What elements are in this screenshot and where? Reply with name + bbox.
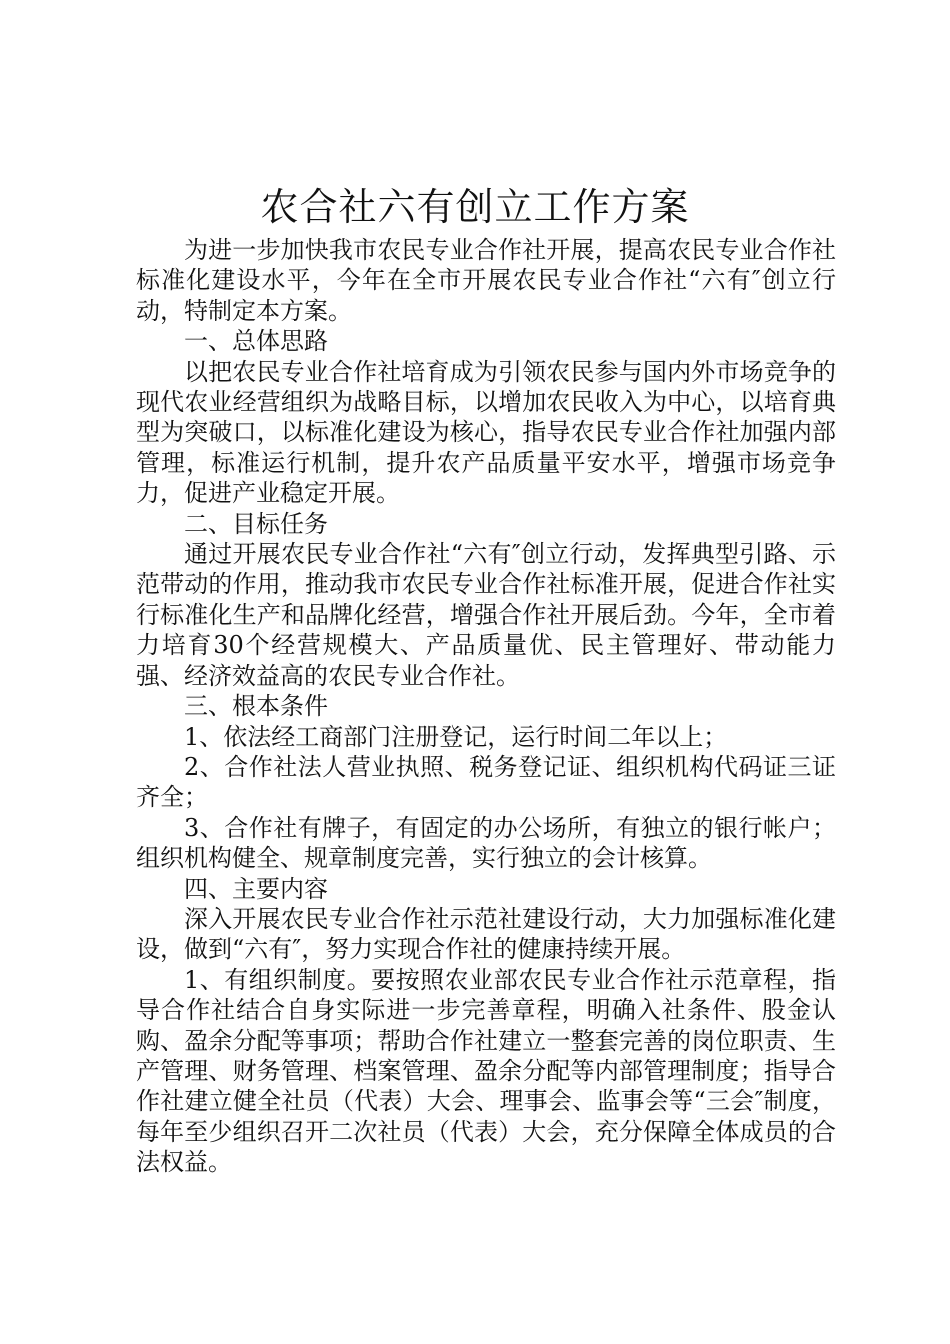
condition-item: 3、合作社有牌子，有固定的办公场所，有独立的银行帐户；组织机构健全、规章制度完善，实行独立的会计核算。 bbox=[136, 813, 836, 873]
document-body bbox=[136, 235, 836, 1178]
section-heading-overall-approach: 一、总体思路 bbox=[184, 327, 328, 356]
condition-item: 1、依法经工商部门注册登记，运行时间二年以上； bbox=[184, 722, 728, 751]
section-heading-basic-conditions: 三、根本条件 bbox=[184, 692, 328, 721]
intro-paragraph: 为进一步加快我市农民专业合作社开展，提高农民专业合作社标准化建设水平，今年在全市开展农民专业合作社“六有″创立行动，特制定本方案。 bbox=[136, 236, 836, 325]
section-paragraph: 深入开展农民专业合作社示范社建设行动，大力加强标准化建设，做到“六有″，努力实现合作社的健康持续开展。 bbox=[136, 904, 836, 964]
section-paragraph: 以把农民专业合作社培育成为引领农民参与国内外市场竞争的现代农业经营组织为战略目标，以增加农民收入为中心，以培育典型为突破口，以标准化建设为核心，指导农民专业合作社加强内部管理，标准运行机制，提升农产品质量平安水平，增强市场竞争力，促进产业稳定开展。 bbox=[136, 357, 836, 508]
document-title: 农合社六有创立工作方案 bbox=[260, 185, 690, 229]
condition-item: 2、合作社法人营业执照、税务登记证、组织机构代码证三证齐全； bbox=[136, 752, 836, 812]
content-item: 1、有组织制度。要按照农业部农民专业合作社示范章程，指导合作社结合自身实际进一步完善章程，明确入社条件、股金认购、盈余分配等事项；帮助合作社建立一整套完善的岗位职责、生产管理、财务管理、档案管理、盈余分配等内部管理制度；指导合作社建立健全社员（代表）大会、理事会、监事会等“三会″制度，每年至少组织召开二次社员（代表）大会，充分保障全体成员的合法权益。 bbox=[136, 965, 836, 1177]
section-paragraph: 通过开展农民专业合作社“六有″创立行动，发挥典型引路、示范带动的作用，推动我市农民专业合作社标准开展，促进合作社实行标准化生产和品牌化经营，增强合作社开展后劲。今年，全市着力培育30个经营规模大、产品质量优、民主管理好、带动能力强、经济效益高的农民专业合作社。 bbox=[136, 540, 836, 690]
section-heading-goals-tasks: 二、目标任务 bbox=[184, 509, 328, 538]
section-heading-main-content: 四、主要内容 bbox=[184, 874, 328, 903]
